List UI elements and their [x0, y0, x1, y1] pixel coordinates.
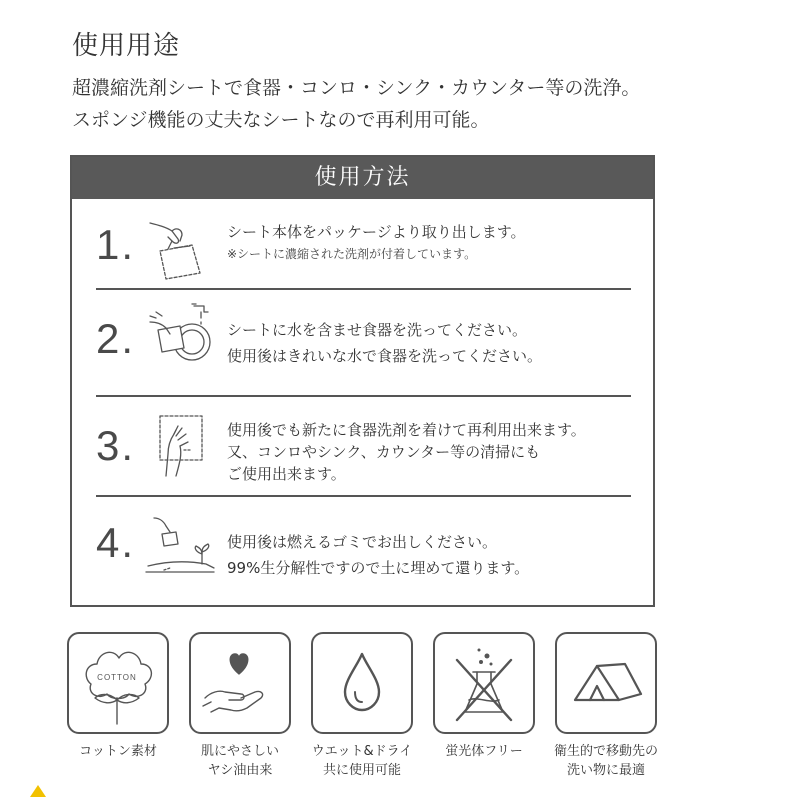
sheet-to-soil-sprout-icon	[144, 512, 220, 580]
step-divider-3	[96, 495, 631, 497]
step-4-number: 4.	[96, 519, 136, 566]
hand-wiping-icon	[144, 410, 220, 478]
usage-method-header: 使用方法	[72, 157, 653, 199]
cotton-label: COTTON	[97, 673, 137, 682]
feature-wet-dry-label	[297, 742, 427, 780]
feature-palm-oil	[189, 632, 291, 734]
usage-description-line-2: スポンジ機能の丈夫なシートなので再利用可能。	[72, 109, 490, 131]
step-2-text	[227, 319, 647, 367]
step-2-line-2: 使用後はきれいな水で食器を洗ってください。	[227, 347, 543, 365]
feature-wet-dry-line-1: ウエット&ドライ	[311, 744, 413, 759]
step-3-number: 3.	[96, 422, 136, 469]
step-1-line-1: シート本体をパッケージより取り出します。	[227, 223, 526, 241]
step-divider-1	[96, 288, 631, 290]
feature-fluorescent-free-line-1: 蛍光体フリー	[445, 744, 523, 759]
step-2-number: 2.	[96, 315, 136, 362]
feature-outdoor-label	[541, 742, 671, 780]
step-2-line-1: シートに水を含ませ食器を洗ってください。	[227, 321, 528, 339]
step-3-line-1: 使用後でも新たに食器洗剤を着けて再利用出来ます。	[227, 421, 586, 439]
step-divider-2	[96, 395, 631, 397]
hand-pulling-sheet-icon	[144, 215, 220, 283]
step-4-text	[227, 531, 647, 579]
no-fluorescent-flask-icon	[435, 634, 533, 732]
feature-wet-dry	[311, 632, 413, 734]
water-drop-icon	[313, 634, 411, 732]
usage-description-line-1: 超濃縮洗剤シートで食器・コンロ・シンク・カウンター等の洗浄。	[72, 77, 641, 99]
step-3-line-2: 又、コンロやシンク、カウンター等の清掃にも	[227, 443, 541, 461]
step-4-line-2: 99%生分解性ですので土に埋めて還ります。	[227, 559, 530, 577]
feature-cotton	[67, 632, 169, 734]
feature-palm-oil-label	[175, 742, 305, 780]
faucet-washing-plate-icon	[144, 300, 220, 368]
step-1-note: ※シートに濃縮された洗剤が付着しています。	[227, 247, 477, 261]
corner-accent-mark	[30, 785, 46, 797]
step-1-number: 1.	[96, 221, 136, 268]
usage-method-box	[70, 155, 655, 607]
heart-in-hand-icon	[191, 634, 289, 732]
cotton-flower-icon	[69, 634, 167, 732]
step-3-line-3: ご使用出来ます。	[227, 465, 346, 483]
feature-fluorescent-free	[433, 632, 535, 734]
tent-icon	[557, 634, 655, 732]
feature-cotton-label	[53, 742, 183, 761]
feature-cotton-line-1: コットン素材	[79, 744, 157, 759]
feature-palm-oil-line-2: ヤシ油由来	[207, 763, 273, 778]
feature-outdoor	[555, 632, 657, 734]
feature-palm-oil-line-1: 肌にやさしい	[200, 744, 279, 759]
step-1-text	[227, 221, 647, 263]
step-3-text	[227, 419, 647, 485]
feature-wet-dry-line-2: 共に使用可能	[322, 763, 401, 778]
step-4-line-1: 使用後は燃えるゴミでお出しください。	[227, 533, 498, 551]
feature-outdoor-line-2: 洗い物に最適	[566, 763, 645, 778]
feature-outdoor-line-1: 衛生的で移動先の	[553, 744, 658, 759]
page-title: 使用用途	[72, 31, 181, 61]
feature-fluorescent-free-label	[419, 742, 549, 761]
